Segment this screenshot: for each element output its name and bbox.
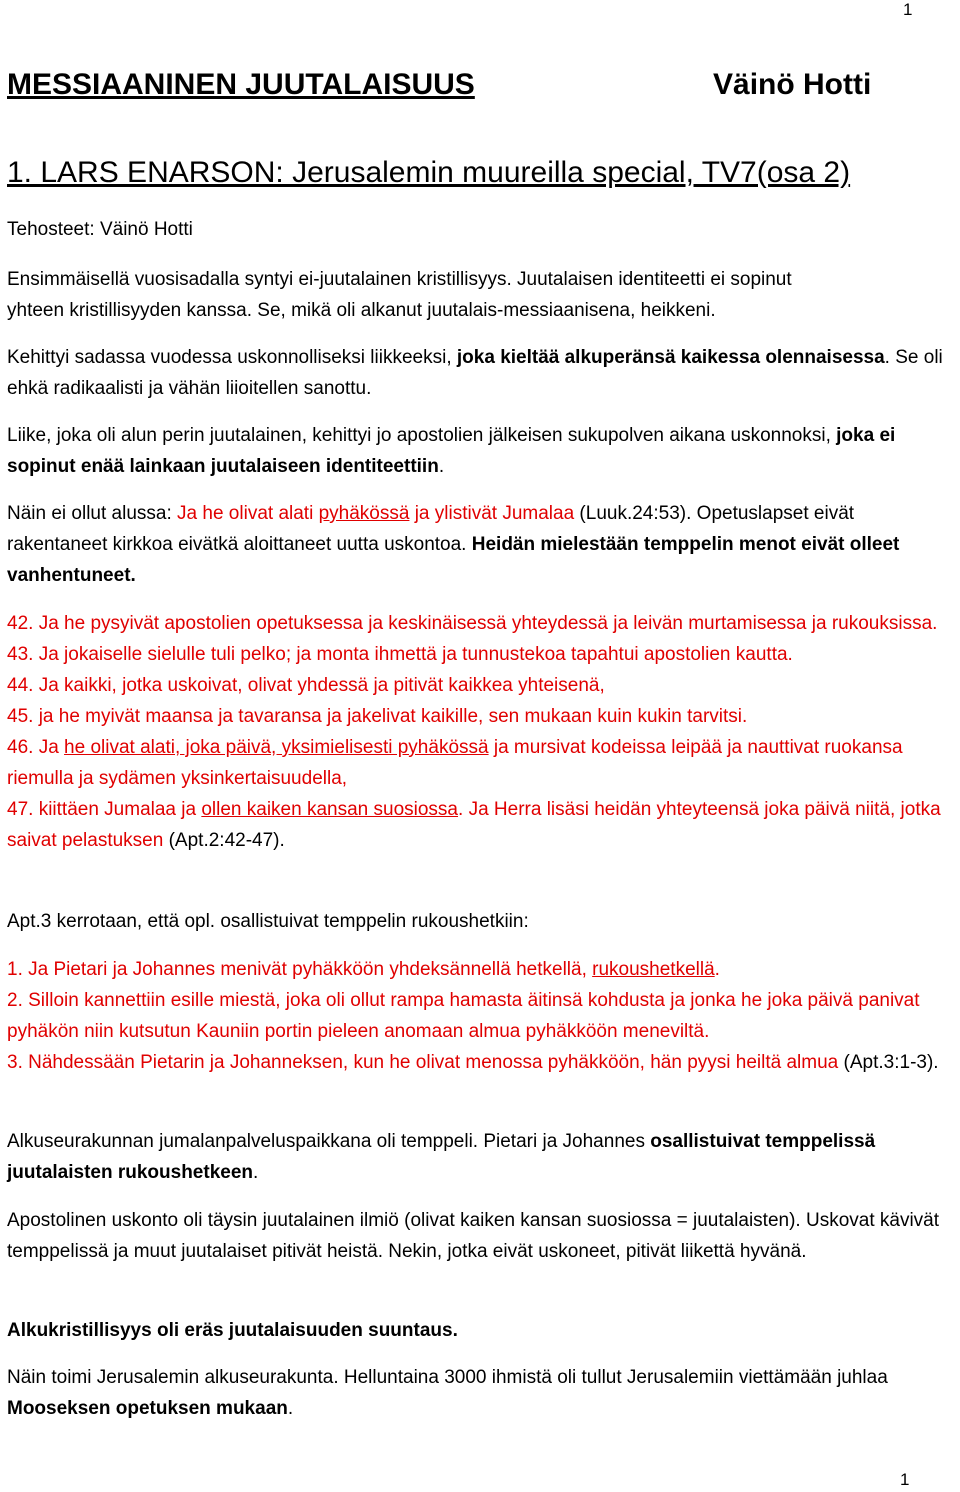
acts-3-passage xyxy=(7,954,957,1078)
paragraph-movement-text: Kehittyi sadassa vuodessa uskonnolliseksi liikkeeksi, xyxy=(7,347,457,368)
luke-quote-1: Ja he olivat alati xyxy=(177,503,319,524)
paragraph-intro xyxy=(7,264,957,326)
verse-46 xyxy=(7,737,903,789)
paragraph-temple-text: Alkuseurakunnan jumalanpalveluspaikkana oli temppeli. Pietari ja Johannes xyxy=(7,1131,651,1152)
verse-45: 45. ja he myivät maansa ja tavaransa ja jakelivat kaikille, sen mukaan kuin kukin tarvitsi. xyxy=(7,706,748,727)
verse-46-start: 46. Ja xyxy=(7,737,65,758)
verse-47 xyxy=(7,799,941,851)
paragraph-summary-bold: Alkukristillisyys oli eräs juutalaisuuden suuntaus. xyxy=(7,1320,458,1341)
paragraph-temple xyxy=(7,1126,957,1188)
paragraph-intro-line-1: Ensimmäisellä vuosisadalla syntyi ei-juutalainen kristillisyys. Juutalaisen identiteetti ei sopinut xyxy=(7,269,792,290)
paragraph-pentecost-text: Näin toimi Jerusalemin alkuseurakunta. Helluntaina 3000 ihmistä oli tullut Jerusalemiin viettämään juhlaa xyxy=(7,1367,888,1388)
paragraph-beginning-ref: (Luuk.24:53). Opetuslapset eivät rakentaneet kirkkoa eivätkä aloittaneet uutta uskontoa. xyxy=(7,503,855,555)
acts-3-intro: Apt.3 kerrotaan, että opl. osallistuivat temppelin rukoushetkiin: xyxy=(7,911,529,932)
acts-2-reference: (Apt.2:42-47). xyxy=(163,830,285,851)
luke-quote-underlined: pyhäkössä xyxy=(318,503,410,524)
paragraph-temple-bold: osallistuivat temppelissä juutalaisten rukoushetkeen xyxy=(7,1131,876,1183)
luke-quote-2: ja ylistivät Jumalaa xyxy=(409,503,575,524)
verse-42: 42. Ja he pysyivät apostolien opetuksessa ja keskinäisessä yhteydessä ja leivän murtamisessa ja rukouksissa. xyxy=(7,613,938,634)
paragraph-movement-bold: joka kieltää alkuperänsä kaikessa olennaisessa xyxy=(456,347,885,368)
paragraph-movement-end: . Se oli ehkä radikaalisti ja vähän liioitellen sanottu. xyxy=(7,347,943,399)
verse-46-end: ja mursivat kodeissa leipää ja nauttivat ruokansa riemulla ja sydämen yksinkertaisuudella, xyxy=(7,737,903,789)
page-number-top: 1 xyxy=(903,0,913,19)
paragraph-summary xyxy=(7,1315,957,1346)
luke-quote xyxy=(177,503,574,524)
verse-3-1-end: . xyxy=(714,959,720,980)
verse-3-1-underlined: rukoushetkellä xyxy=(592,959,715,980)
verse-46-underlined: he olivat alati, joka päivä, yksimielisesti pyhäkössä xyxy=(64,737,489,758)
paragraph-apostolic: Apostolinen uskonto oli täysin juutalainen ilmiö (olivat kaiken kansan suosiossa = juutalaisten). Uskovat kävivät temppelissä ja muut juutalaiset pitivät heistä. Nekin, jotka eivät uskoneet, pitivät liikettä hyvänä. xyxy=(7,1210,940,1262)
paragraph-beginning-text: Näin ei ollut alussa: xyxy=(7,503,178,524)
verse-43: 43. Ja jokaiselle sielulle tuli pelko; ja monta ihmettä ja tunnustekoa tapahtui apostolien kautta. xyxy=(7,644,793,665)
paragraph-beginning xyxy=(7,498,957,591)
paragraph-movement xyxy=(7,342,957,404)
paragraph-pentecost xyxy=(7,1362,957,1424)
paragraph-intro-line-2: yhteen kristillisyyden kanssa. Se, mikä oli alkanut juutalais-messiaanisena, heikkeni. xyxy=(7,300,716,321)
page-number-bottom: 1 xyxy=(900,1470,910,1489)
paragraph-pentecost-bold: Mooseksen opetuksen mukaan xyxy=(7,1398,288,1419)
document-title: MESSIAANINEN JUUTALAISUUS xyxy=(7,68,475,101)
verse-44: 44. Ja kaikki, jotka uskoivat, olivat yhdessä ja pitivät kaikkea yhteisenä, xyxy=(7,675,605,696)
verse-3-1-start: 1. Ja Pietari ja Johannes menivät pyhäkköön yhdeksännellä hetkellä, xyxy=(7,959,593,980)
paragraph-pentecost-end: . xyxy=(287,1398,294,1419)
verse-3-3: 3. Nähdessään Pietarin ja Johanneksen, kun he olivat menossa pyhäkköön, hän pyysi heiltä almua xyxy=(7,1052,839,1073)
acts-3-reference: (Apt.3:1-3). xyxy=(838,1052,939,1073)
paragraph-temple-end: . xyxy=(253,1162,259,1183)
verse-47-end: . Ja Herra lisäsi heidän yhteyteensä joka päivä niitä, jotka saivat pelastuksen xyxy=(7,799,941,851)
paragraph-identity-bold: joka ei sopinut enää lainkaan juutalaiseen identiteettiin xyxy=(7,425,896,477)
section-heading: 1. LARS ENARSON: Jerusalemin muureilla special, TV7(osa 2) xyxy=(7,156,851,189)
verse-3-1 xyxy=(7,959,720,980)
paragraph-identity-text: Liike, joka oli alun perin juutalainen, kehittyi jo apostolien jälkeisen sukupolven aikana uskonnoksi, xyxy=(7,425,837,446)
author-name: Väinö Hotti xyxy=(713,68,872,101)
effects-credit: Tehosteet: Väinö Hotti xyxy=(7,219,193,240)
paragraph-beginning-bold: Heidän mielestään temppelin menot eivät olleet vanhentuneet. xyxy=(7,534,900,586)
acts-2-passage xyxy=(7,608,957,856)
verse-47-start: 47. kiittäen Jumalaa ja xyxy=(7,799,202,820)
verse-3-2: 2. Silloin kannettiin esille miestä, joka oli ollut rampa hamasta äitinsä kohdusta ja jonka he joka päivä panivat pyhäkön niin kutsutun Kauniin portin pieleen anomaan almua pyhäkköön meneviltä. xyxy=(7,990,920,1042)
paragraph-identity-end: . xyxy=(438,456,445,477)
verse-47-underlined: ollen kaiken kansan suosiossa xyxy=(201,799,459,820)
paragraph-identity xyxy=(7,420,957,482)
